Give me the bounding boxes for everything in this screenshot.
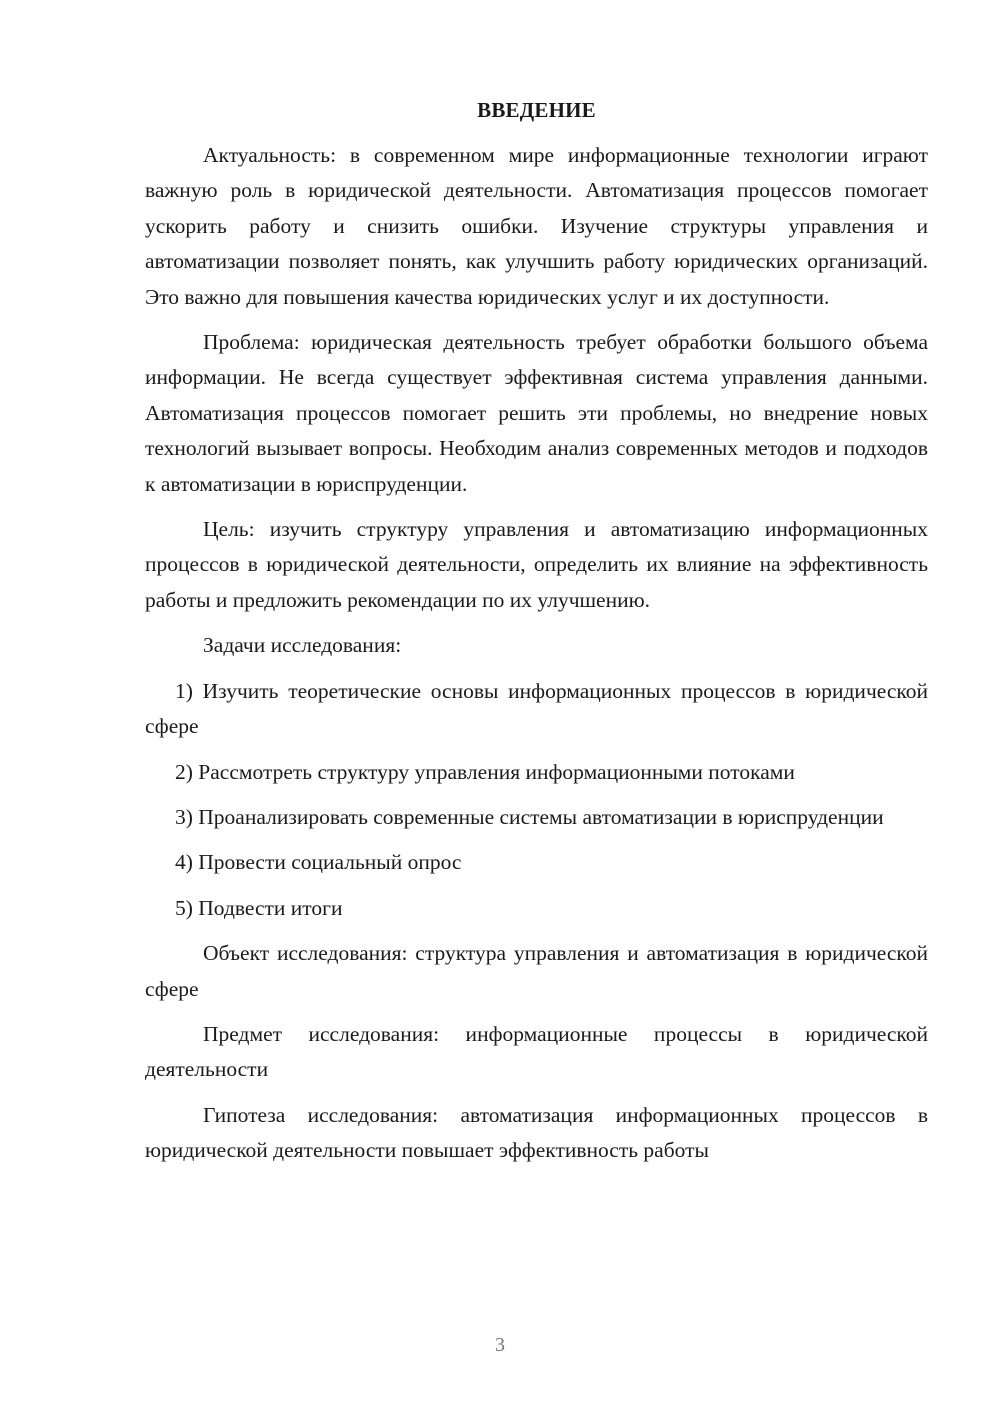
- section-title: ВВЕДЕНИЕ: [477, 98, 596, 122]
- paragraph-goal: Цель: изучить структуру управления и автоматизацию информационных процессов в юридической деятельности, определить их влияние на эффективность работы и предложить рекомендации по их улучшению.: [145, 517, 928, 612]
- document-page: [145, 96, 928, 1179]
- paragraph-hypothesis: Гипотеза исследования: автоматизация информационных процессов в юридической деятельности повышает эффективность работы: [145, 1102, 928, 1163]
- task-item-5: 5) Подвести итоги: [175, 895, 343, 920]
- task-item-4: 4) Провести социальный опрос: [175, 850, 462, 875]
- paragraph-relevance: Актуальность: в современном мире информационные технологии играют важную роль в юридической деятельности. Автоматизация процессов помогает ускорить работу и снизить ошибки. Изучение структуры управления и автоматизации позволяет понять, как улучшить работу юридических организаций. Это важно для повышения качества юридических услуг и их доступности.: [145, 143, 928, 309]
- paragraph-problem: Проблема: юридическая деятельность требует обработки большого объема информации. Не всегда существует эффективная система управления данными. Автоматизация процессов помогает решить эти проблемы, но внедрение новых технологий вызывает вопросы. Необходим анализ современных методов и подходов к автоматизации в юриспруденции.: [145, 330, 928, 496]
- task-item-2: 2) Рассмотреть структуру управления информационными потоками: [175, 759, 795, 784]
- task-item-1: 1) Изучить теоретические основы информационных процессов в юридической сфере: [145, 678, 928, 739]
- paragraph-tasks-heading: Задачи исследования:: [203, 633, 402, 658]
- page-number: 3: [495, 1334, 505, 1356]
- task-item-3: 3) Проанализировать современные системы автоматизации в юриспруденции: [175, 804, 884, 829]
- paragraph-subject: Предмет исследования: информационные процессы в юридической деятельности: [145, 1021, 928, 1082]
- paragraph-object: Объект исследования: структура управления и автоматизация в юридической сфере: [145, 941, 928, 1001]
